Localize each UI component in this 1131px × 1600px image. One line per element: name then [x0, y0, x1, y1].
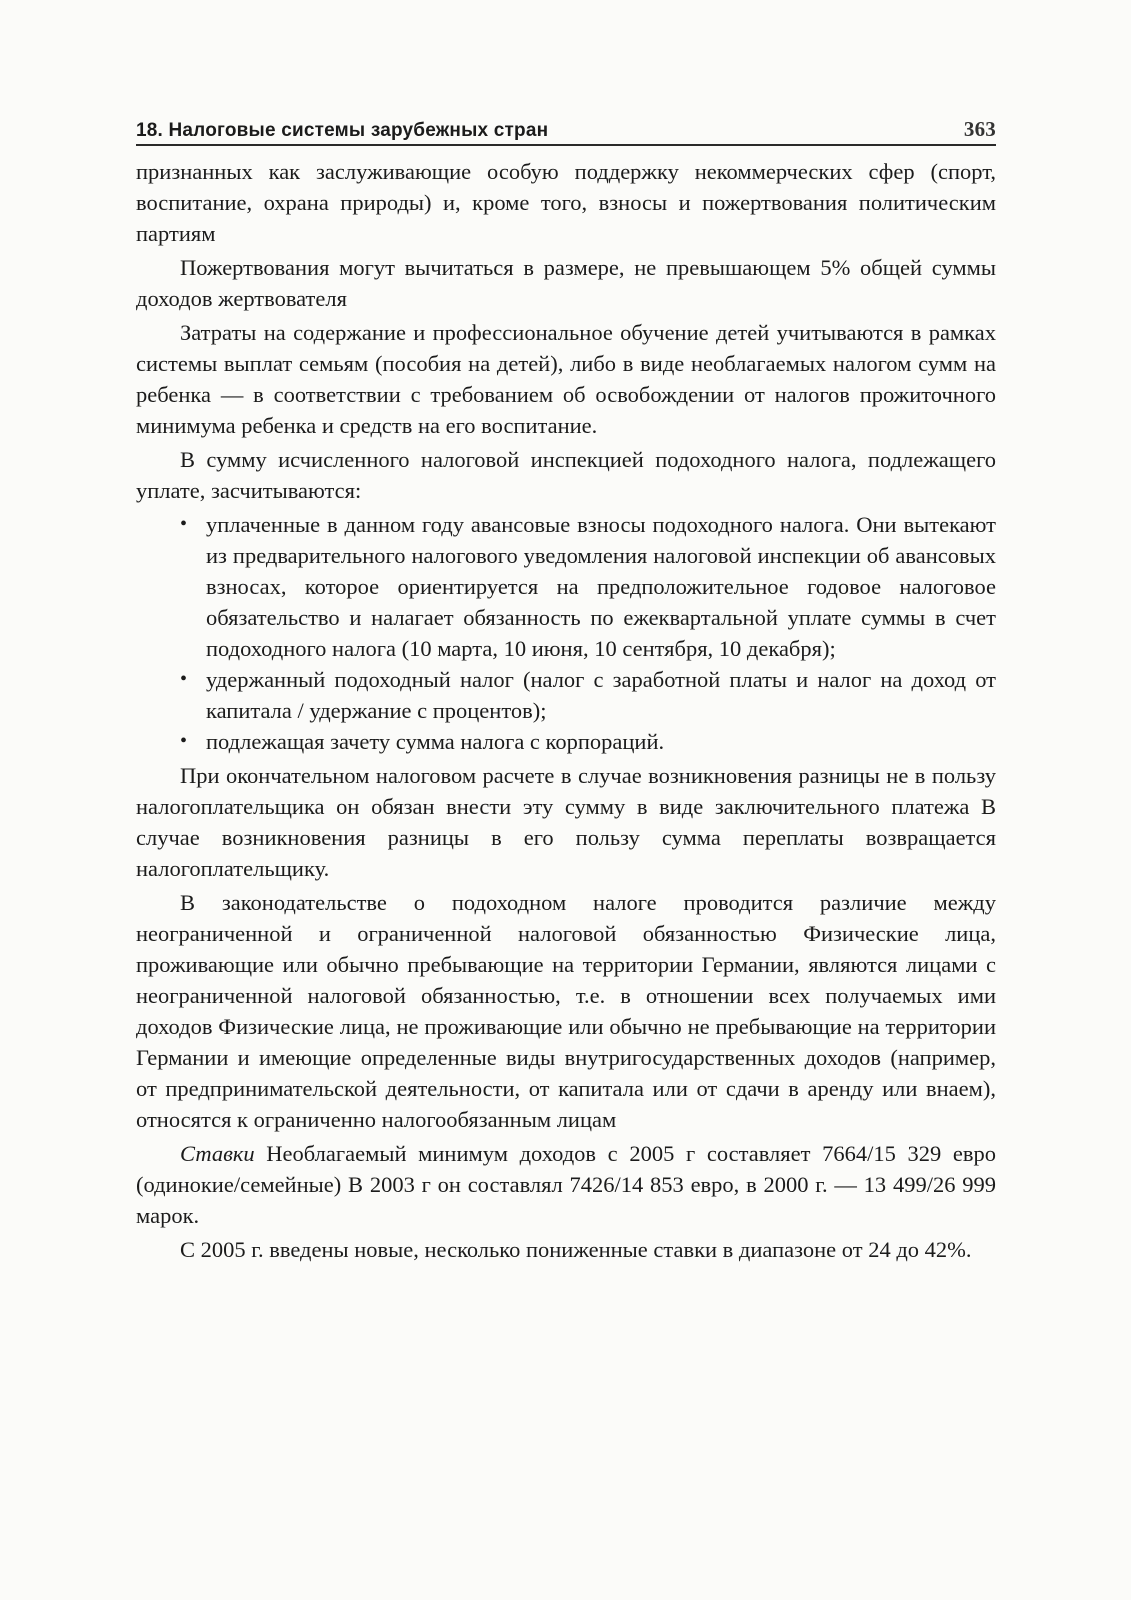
paragraph-donations: Пожертвования могут вычитаться в размере, не превышающем 5% общей суммы доходов жертвователя [136, 255, 996, 311]
running-header [136, 112, 996, 146]
page-number: 363 [963, 117, 996, 141]
paragraph-final-calculation: При окончательном налоговом расчете в случае возникновения разницы не в пользу налогоплательщика он обязан внести эту сумму в виде заключительного платежа В случае возникновения разницы в его пользу сумма переплаты возвращается налогоплательщику. [136, 763, 996, 881]
paragraph-rates [136, 1138, 996, 1231]
body-text [136, 156, 996, 1265]
list-item [180, 726, 996, 757]
bullet-icon: • [180, 730, 188, 752]
list-item-text: удержанный подоходный налог (налог с заработной платы и налог на доход от капитала / удержание с процентов); [206, 667, 996, 723]
paragraph-children-costs: Затраты на содержание и профессиональное обучение детей учитываются в рамках системы выплат семьям (пособия на детей), либо в виде необлагаемых налогом сумм на ребенка — в соответствии с требованием об освобождении от налогов прожиточного минимума ребенка и средств на его воспитание. [136, 320, 996, 438]
bullet-icon: • [180, 668, 188, 690]
list-item-text: уплаченные в данном году авансовые взносы подоходного налога. Они вытекают из предварительного налогового уведомления налоговой инспекции об авансовых взносах, которое ориентируется на предположительное годовое налоговое обязательство и налагает обязанность по ежеквартальной уплате суммы в счет подоходного налога (10 марта, 10 июня, 10 сентября, 10 декабря); [206, 512, 996, 661]
credited-sums-list [136, 509, 996, 757]
list-item [180, 509, 996, 664]
rates-lead: Ставки [180, 1141, 255, 1166]
paragraph-new-rates: С 2005 г. введены новые, несколько пониженные ставки в диапазоне от 24 до 42%. [180, 1237, 972, 1262]
book-page [136, 112, 996, 1268]
paragraph-tax-liability: В законодательстве о подоходном налоге проводится различие между неограниченной и ограниченной налоговой обязанностью Физические лица, проживающие или обычно пребывающие на территории Германии, являются лицами с неограниченной налоговой обязанностью, т.е. в отношении всех получаемых ими доходов Физические лица, не проживающие или обычно не пребывающие на территории Германии и имеющие определенные виды внутригосударственных доходов (например, от предпринимательской деятельности, от капитала или от сдачи в аренду или внаем), относятся к ограниченно налогообязанным лицам [136, 890, 996, 1132]
list-item-text: подлежащая зачету сумма налога с корпораций. [206, 729, 665, 754]
rates-text: Необлагаемый минимум доходов с 2005 г составляет 7664/15 329 евро (одинокие/семейные) В 2003 г он составлял 7426/14 853 евро, в 2000 г. — 13 499/26 999 марок. [136, 1141, 996, 1228]
bullet-icon: • [180, 513, 188, 535]
chapter-title: 18. Налоговые системы зарубежных стран [136, 120, 549, 141]
paragraph-continued: признанных как заслуживающие особую поддержку некоммерческих сфер (спорт, воспитание, охрана природы) и, кроме того, взносы и пожертвования политическим партиям [136, 159, 996, 246]
paragraph-credited-sums: В сумму исчисленного налоговой инспекцией подоходного налога, подлежащего уплате, засчитываются: [136, 447, 996, 503]
list-item [180, 664, 996, 726]
